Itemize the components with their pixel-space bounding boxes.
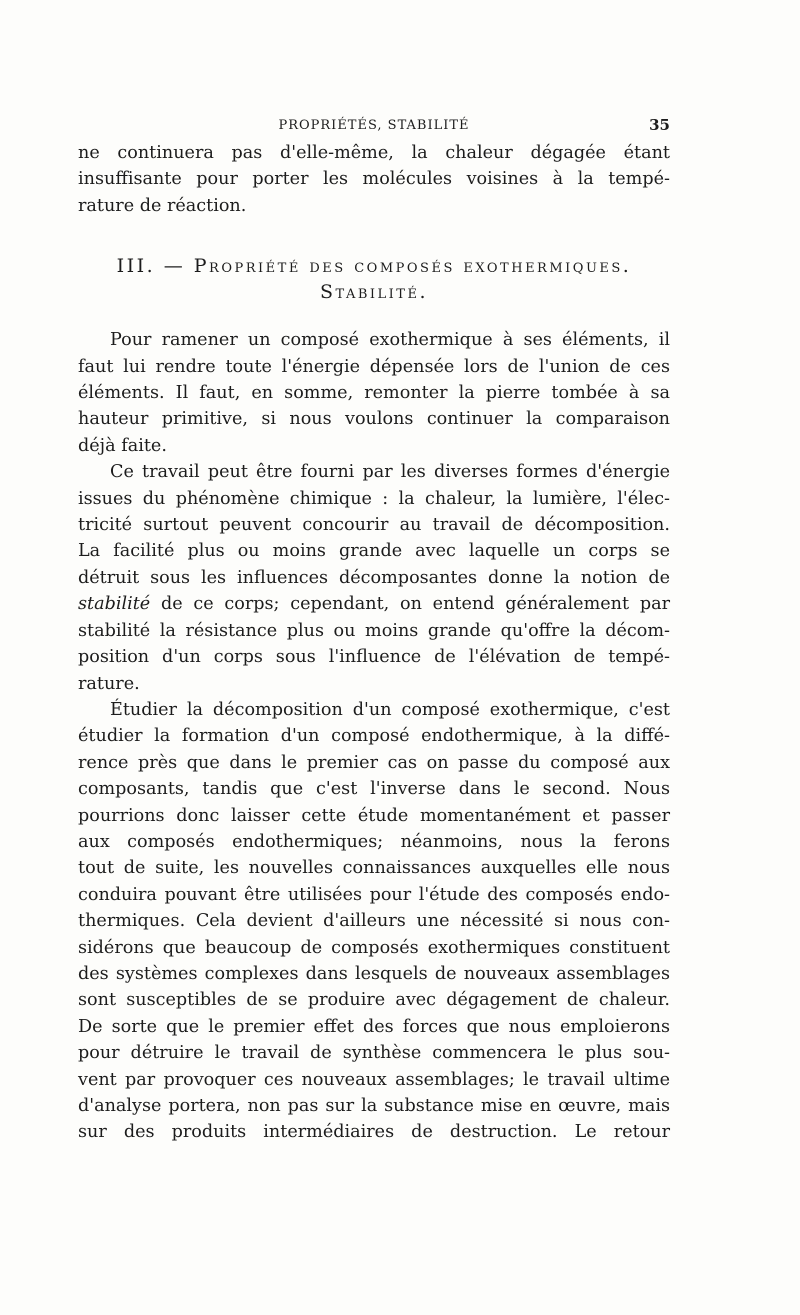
text-line: position d'un corps sous l'influence de l'élévation de tempé- <box>78 647 670 668</box>
text-line: d'analyse portera, non pas sur la substance mise en œuvre, mais <box>78 1096 670 1116</box>
text-line: Étudier la décomposition d'un composé exothermique, c'est <box>110 699 670 720</box>
text-line: Ce travail peut être fourni par les diverses formes d'énergie <box>110 462 670 483</box>
text-line: des systèmes complexes dans lesquels de nouveaux assemblages <box>78 963 670 984</box>
text-line: faut lui rendre toute l'énergie dépensée lors de l'union de ces <box>78 356 670 377</box>
text-line: composants, tandis que c'est l'inverse dans le second. Nous <box>78 779 670 800</box>
text-line: La facilité plus ou moins grande avec laquelle un corps se <box>78 541 670 562</box>
text-line: aux composés endothermiques; néanmoins, nous la ferons <box>78 831 670 852</box>
text-line: tout de suite, les nouvelles connaissances auxquelles elle nous <box>78 858 670 879</box>
text-line: hauteur primitive, si nous voulons continuer la comparaison <box>78 409 670 430</box>
section-heading-line-1: III. — Propriété des composés exothermiques. <box>116 255 632 278</box>
running-title: PROPRIÉTÉS, STABILITÉ <box>278 118 470 133</box>
running-header <box>78 112 670 140</box>
book-page <box>78 112 670 1146</box>
text-line: Pour ramener un composé exothermique à ses éléments, il <box>110 330 670 351</box>
section-heading-line-2: Stabilité. <box>319 281 429 304</box>
paragraph <box>78 327 670 459</box>
text-line: ne continuera pas d'elle-même, la chaleur dégagée étant <box>78 143 670 163</box>
paragraph-continuation <box>78 140 670 219</box>
text-line: rature de réaction. <box>78 195 247 216</box>
text-line: sidérons que beaucoup de composés exothermiques constituent <box>78 937 670 958</box>
paragraph <box>78 697 670 1146</box>
text-line <box>78 591 670 617</box>
text-fragment: de ce corps; cependant, on entend généralement par <box>150 594 670 615</box>
text-line: De sorte que le premier effet des forces que nous emploierons <box>78 1016 670 1037</box>
text-line: pour détruire le travail de synthèse commencera le plus sou- <box>78 1043 670 1064</box>
text-line: sur des produits intermédiaires de destruction. Le retour <box>78 1122 670 1143</box>
text-line: sont susceptibles de se produire avec dégagement de chaleur. <box>78 990 670 1011</box>
text-line: vent par provoquer ces nouveaux assemblages; le travail ultime <box>78 1069 670 1090</box>
text-line: tricité surtout peuvent concourir au travail de décomposition. <box>78 515 670 536</box>
paragraph <box>78 459 670 697</box>
text-line: issues du phénomène chimique : la chaleur, la lumière, l'élec- <box>78 488 670 509</box>
text-line: insuffisante pour porter les molécules voisines à la tempé- <box>78 169 670 190</box>
page-number: 35 <box>649 116 670 134</box>
text-line: étudier la formation d'un composé endothermique, à la diffé- <box>78 726 670 747</box>
italic-term: stabilité <box>78 594 151 615</box>
text-line: conduira pouvant être utilisées pour l'étude des composés endo- <box>78 884 670 905</box>
text-line: éléments. Il faut, en somme, remonter la pierre tombée à sa <box>78 383 670 404</box>
text-line: thermiques. Cela devient d'ailleurs une nécessité si nous con- <box>78 911 670 932</box>
text-line: rature. <box>78 673 140 694</box>
text-line: déjà faite. <box>78 435 167 456</box>
text-line: pourrions donc laisser cette étude momentanément et passer <box>78 805 670 826</box>
text-line: stabilité la résistance plus ou moins grande qu'offre la décom- <box>78 620 670 641</box>
text-line: détruit sous les influences décomposantes donne la notion de <box>78 567 670 588</box>
text-line: rence près que dans le premier cas on passe du composé aux <box>78 752 670 773</box>
section-heading <box>78 253 670 305</box>
